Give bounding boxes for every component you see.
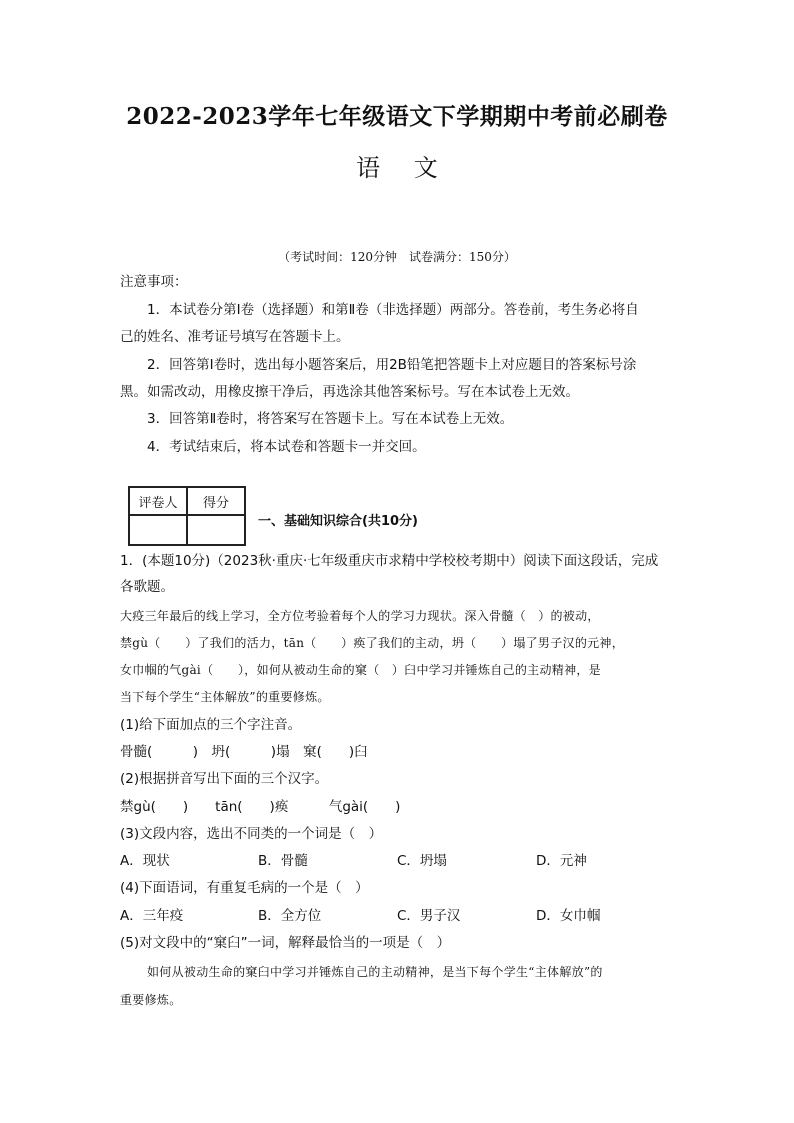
subquestion-1-answer: 骨髓( ) 坍( )塌 窠( )臼 (120, 744, 368, 760)
score-header: 得分 (187, 487, 245, 515)
question-stem: 1．(本题10分)（2023秋·重庆·七年级重庆市求精中学校校考期中）阅读下面这段话，完成 (120, 553, 659, 569)
subquestion-3: (3)文段内容，选出不同类的一个词是（ ） (120, 826, 383, 842)
score-table (128, 486, 246, 546)
notice-item: 黑。如需改动，用橡皮擦干净后，再选涂其他答案标号。写在本试卷上无效。 (120, 384, 579, 400)
subquestion-1: (1)给下面加点的三个字注音。 (120, 717, 302, 733)
option: B．骨髓 (258, 853, 308, 869)
notice-item: 4．考试结束后，将本试卷和答题卡一并交回。 (147, 439, 426, 455)
option: A．现状 (120, 853, 170, 869)
option: D．元神 (536, 853, 587, 869)
option: C．男子汉 (397, 908, 461, 924)
passage-line: 大疫三年最后的线上学习，全方位考验着每个人的学习力现状。深入骨髓（ ）的被动， (120, 609, 600, 623)
subquestion-4: (4)下面语词，有重复毛病的一个是（ ） (120, 880, 369, 896)
exam-info: （考试时间：120分钟 试卷满分：150分） (278, 250, 516, 264)
quoted-passage: 重要修炼。 (120, 993, 182, 1007)
option: B．全方位 (258, 908, 322, 924)
subquestion-2: (2)根据拼音写出下面的三个汉字。 (120, 771, 329, 787)
question-stem: 各歌题。 (120, 579, 174, 595)
passage-line: 禁gù（ ）了我们的活力，tān（ ）痪了我们的主动，坍（ ）塌了男子汉的元神， (120, 636, 625, 650)
section-title: 一、基础知识综合(共10分) (258, 514, 418, 529)
grader-cell (129, 515, 187, 545)
option: C．坍塌 (397, 853, 447, 869)
passage-line: 女巾帼的气gài（ ），如何从被动生命的窠（ ）臼中学习并锤炼自己的主动精神，是 (120, 663, 601, 677)
subquestion-2-answer: 禁gù( ) tān( )痪 气gài( ) (120, 799, 401, 815)
option: A．三年疫 (120, 908, 184, 924)
notice-item: 2．回答第Ⅰ卷时，选出每小题答案后，用2B铅笔把答题卡上对应题目的答案标号涂 (147, 357, 637, 373)
passage-line: 当下每个学生“主体解放”的重要修炼。 (120, 690, 330, 704)
grader-header: 评卷人 (129, 487, 187, 515)
subject-title: 语 文 (356, 154, 438, 182)
score-cell (187, 515, 245, 545)
page-title: 2022-2023学年七年级语文下学期期中考前必刷卷 (126, 103, 668, 130)
notice-item: 己的姓名、准考证号填写在答题卡上。 (120, 329, 350, 345)
option: D．女巾帼 (536, 908, 601, 924)
notice-heading: 注意事项： (120, 274, 188, 290)
notice-item: 3．回答第Ⅱ卷时，将答案写在答题卡上。写在本试卷上无效。 (147, 411, 514, 427)
quoted-passage: 如何从被动生命的窠臼中学习并锤炼自己的主动精神，是当下每个学生“主体解放”的 (147, 965, 603, 979)
subquestion-5: (5)对文段中的“窠臼”一词，解释最恰当的一项是（ ） (120, 935, 451, 951)
notice-item: 1．本试卷分第Ⅰ卷（选择题）和第Ⅱ卷（非选择题）两部分。答卷前，考生务必将自 (147, 302, 639, 318)
